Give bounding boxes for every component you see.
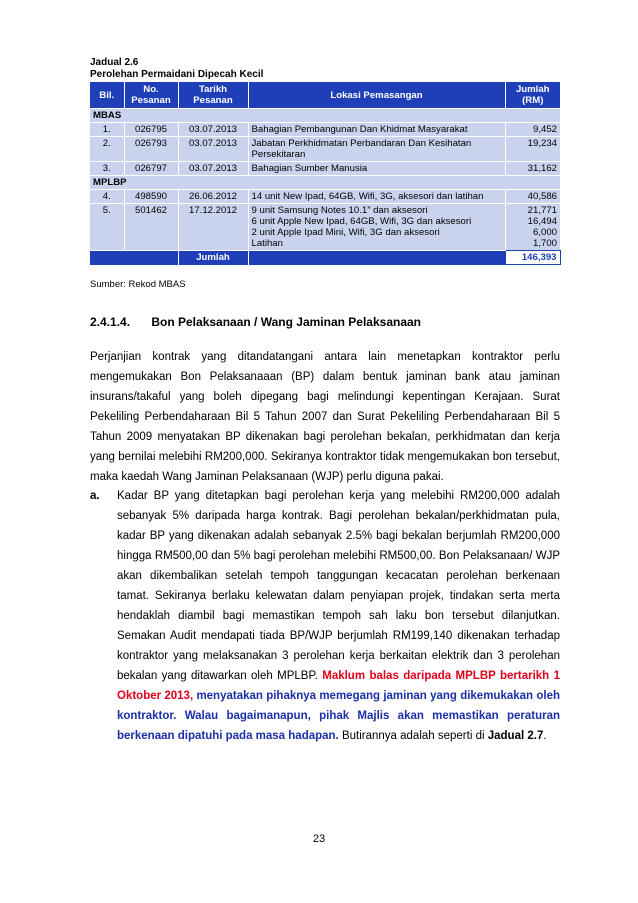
table-source: Sumber: Rekod MBAS: [90, 279, 186, 290]
jumlah-line: 16,494: [527, 216, 557, 227]
section-row-mbas: [90, 109, 560, 123]
cell-jumlah: [505, 204, 560, 251]
header-no-pesanan: [124, 82, 178, 109]
cell-no: 026793: [124, 137, 178, 162]
cell-tarikh: 03.07.2013: [178, 162, 248, 176]
header-bil: Bil.: [90, 82, 124, 109]
total-value: 146,393: [505, 251, 560, 265]
cell-no: 026795: [124, 123, 178, 137]
header-jumlah-line1: Jumlah: [515, 84, 550, 95]
header-tarikh-line2: Pesanan: [193, 95, 233, 106]
lokasi-line: Latihan: [251, 238, 283, 249]
lokasi-line: 9 unit Samsung Notes 10.1” dan aksesori: [251, 205, 428, 216]
table-row: [90, 123, 560, 137]
total-row: [90, 251, 560, 265]
cell-tarikh: 17.12.2012: [178, 204, 248, 251]
cell-jumlah: 9,452: [505, 123, 560, 137]
item-text-main: Kadar BP yang ditetapkan bagi perolehan kerja yang melebihi RM200,000 adalah sebanyak 5% daripada harga kontrak. Bagi perolehan bekalan/perkhidmatan pula, kadar BP yang dikenakan adalah sebanyak 2.5% bagi bekalan berjumlah RM200,000 hingga RM500,00 dan 5% bagi perolehan melebihi RM500,00. Bon Pelaksanaan/ WJP akan dikembalikan setelah tempoh tanggungan kecacatan perolehan berkenaan tamat. Sekiranya berlaku kelewatan dalam penyiapan projek, tindakan serta merta hendaklah diambil bagi memastikan tempoh sah laku bon tersebut dilanjutkan. Semakan Audit mendapati tiada BP/WJP berjumlah RM199,140 dikenakan terhadap kontraktor yang melaksanakan 3 perolehan kerja berkaitan elektrik dan 3 perolehan bekalan yang ditawarkan oleh MPLBP.: [117, 490, 560, 682]
total-spacer: [248, 251, 505, 265]
cell-tarikh: 03.07.2013: [178, 137, 248, 162]
jumlah-line: 1,700: [532, 238, 557, 249]
cell-lokasi: Bahagian Pembangunan Dan Khidmat Masyarakat: [248, 123, 505, 137]
cell-bil: 1.: [90, 123, 124, 137]
cell-jumlah: 31,162: [505, 162, 560, 176]
cell-bil: 3.: [90, 162, 124, 176]
procurement-table: [90, 82, 561, 265]
list-item-paragraph: [117, 486, 560, 746]
cell-bil: 2.: [90, 137, 124, 162]
header-jumlah: [505, 82, 560, 109]
cell-lokasi: Jabatan Perkhidmatan Perbandaran Dan Kesihatan Persekitaran: [248, 137, 505, 162]
cell-tarikh: 03.07.2013: [178, 123, 248, 137]
header-tarikh-pesanan: [178, 82, 248, 109]
header-no-line2: Pesanan: [131, 95, 171, 106]
cell-bil: 5.: [90, 204, 124, 251]
table-row: [90, 190, 560, 204]
item-text-tail: Butirannya adalah seperti di: [338, 730, 488, 742]
total-label: Jumlah: [178, 251, 248, 265]
table-row: [90, 137, 560, 162]
table-header-row: [90, 82, 560, 109]
section-number: 2.4.1.4.: [90, 315, 131, 329]
cell-no: 501462: [124, 204, 178, 251]
section-heading: [90, 315, 421, 329]
lokasi-line: 6 unit Apple New Ipad, 64GB, Wifi, 3G dan aksesori: [251, 216, 472, 227]
cell-jumlah: 40,586: [505, 190, 560, 204]
header-jumlah-line2: (RM): [522, 95, 544, 106]
paragraph-bon-pelaksanaan: Perjanjian kontrak yang ditandatangani antara lain menetapkan kontraktor perlu mengemukakan Bon Pelaksanaaan (BP) dalam bentuk jaminan bank atau jaminan insurans/takaful yang boleh dipegang bagi melindungi kepentingan Kerajaan. Surat Pekeliling Perbendaharaan Bil 5 Tahun 2007 dan Surat Pekeliling Perbendaharaan Bil 5 Tahun 2009 menyatakan BP dikenakan bagi perolehan bekalan, perkhidmatan dan kerja yang bernilai melebihi RM200,000. Sekiranya kontraktor tidak mengemukakan bon tersebut, maka kaedah Wang Jaminan Pelaksanaan (WJP) perlu diguna pakai.: [90, 351, 560, 483]
list-item-label: a.: [90, 490, 100, 502]
cell-lokasi: 14 unit New Ipad, 64GB, Wifi, 3G, aksesori dan latihan: [248, 190, 505, 204]
header-tarikh-line1: Tarikh: [198, 84, 228, 95]
table-row: [90, 162, 560, 176]
jumlah-line: 21,771: [527, 205, 557, 216]
header-no-line1: No.: [143, 84, 159, 95]
cell-no: 026797: [124, 162, 178, 176]
cell-lokasi: [248, 204, 505, 251]
header-lokasi: Lokasi Pemasangan: [248, 82, 505, 109]
section-name: MBAS: [90, 109, 560, 123]
lokasi-line: 2 unit Apple Ipad Mini, Wifi, 3G dan aksesori: [251, 227, 440, 238]
section-title: Bon Pelaksanaan / Wang Jaminan Pelaksanaan: [151, 315, 422, 329]
item-text-table-ref: Jadual 2.7: [487, 730, 544, 742]
page-number: 23: [312, 833, 326, 845]
table-row: [90, 204, 560, 251]
cell-lokasi: Bahagian Sumber Manusia: [248, 162, 505, 176]
item-text-response-date: Maklum balas daripada MPLBP bertarikh 1 Oktober 2013,: [117, 670, 560, 702]
item-text-end: .: [543, 730, 547, 742]
table-title: Perolehan Permaidani Dipecah Kecil: [90, 69, 264, 80]
cell-no: 498590: [124, 190, 178, 204]
table-number: Jadual 2.6: [90, 57, 139, 68]
cell-tarikh: 26.06.2012: [178, 190, 248, 204]
total-spacer: [90, 251, 178, 265]
section-name: MPLBP: [90, 176, 560, 190]
cell-jumlah: 19,234: [505, 137, 560, 162]
item-text-response: menyatakan pihaknya memegang jaminan yang dikemukakan oleh kontraktor. Walau bagaimanapun, pihak Majlis akan memastikan peraturan berkenaan dipatuhi pada masa hadapan.: [117, 690, 560, 742]
cell-bil: 4.: [90, 190, 124, 204]
jumlah-line: 6,000: [532, 227, 557, 238]
section-row-mplbp: [90, 176, 560, 190]
